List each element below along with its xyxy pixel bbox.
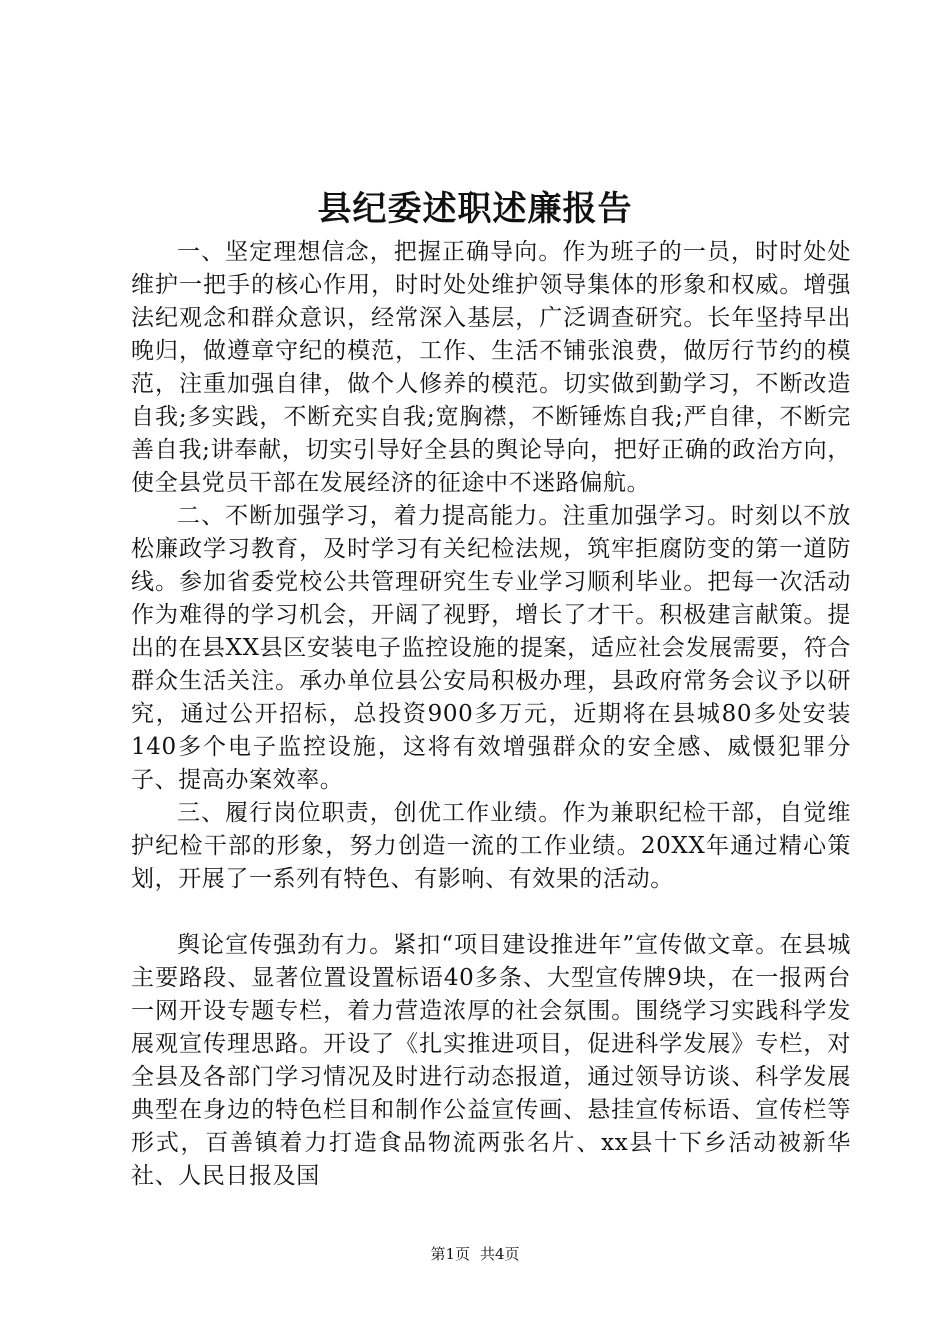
- document-title: 县纪委述职述廉报告: [317, 189, 633, 229]
- page-footer: [0, 1244, 950, 1264]
- current-page-number: 第1页: [430, 1245, 470, 1263]
- paragraph-publicity: 舆论宣传强劲有力。紧扣“项目建设推进年”宣传做文章。在县城主要路段、显著位置设置标语40多条、大型宣传牌9块，在一报两台一网开设专题专栏，着力营造浓厚的社会氛围。围绕学习实践科学发展观宣传理思路。开设了《扎实推进项目，促进科学发展》专栏，对全县及各部门学习情况及时进行动态报道，通过领导访谈、科学发展典型在身边的特色栏目和制作公益宣传画、悬挂宣传标语、宣传栏等形式，百善镇着力打造食品物流两张名片、xx县十下乡活动被新华社、人民日报及国: [131, 932, 851, 1189]
- document-body: [131, 236, 851, 1193]
- total-page-count: 共4页: [480, 1245, 520, 1263]
- paragraph-duties: 三、履行岗位职责，创优工作业绩。作为兼职纪检干部，自觉维护纪检干部的形象，努力创造一流的工作业绩。20XX年通过精心策划，开展了一系列有特色、有影响、有效果的活动。: [131, 800, 851, 892]
- paragraph-study: 二、不断加强学习，着力提高能力。注重加强学习。时刻以不放松廉政学习教育，及时学习有关纪检法规，筑牢拒腐防变的第一道防线。参加省委党校公共管理研究生专业学习顺利毕业。把每一次活动作为难得的学习机会，开阔了视野，增长了才干。积极建言献策。提出的在县XX县区安装电子监控设施的提案，适应社会发展需要，符合群众生活关注。承办单位县公安局积极办理，县政府常务会议予以研究，通过公开招标，总投资900多万元，近期将在县城80多处安装140多个电子监控设施，这将有效增强群众的安全感、威慑犯罪分子、提高办案效率。: [131, 503, 851, 793]
- paragraph-ideals: 一、坚定理想信念，把握正确导向。作为班子的一员，时时处处维护一把手的核心作用，时时处处维护领导集体的形象和权威。增强法纪观念和群众意识，经常深入基层，广泛调查研究。长年坚持早出晚归，做遵章守纪的模范，工作、生活不铺张浪费，做厉行节约的模范，注重加强自律，做个人修养的模范。切实做到勤学习，不断改造自我;多实践，不断充实自我;宽胸襟，不断锤炼自我;严自律，不断完善自我;讲奉献，切实引导好全县的舆论导向，把好正确的政治方向，使全县党员干部在发展经济的征途中不迷路偏航。: [131, 239, 851, 496]
- paragraph-spacer: [131, 896, 851, 929]
